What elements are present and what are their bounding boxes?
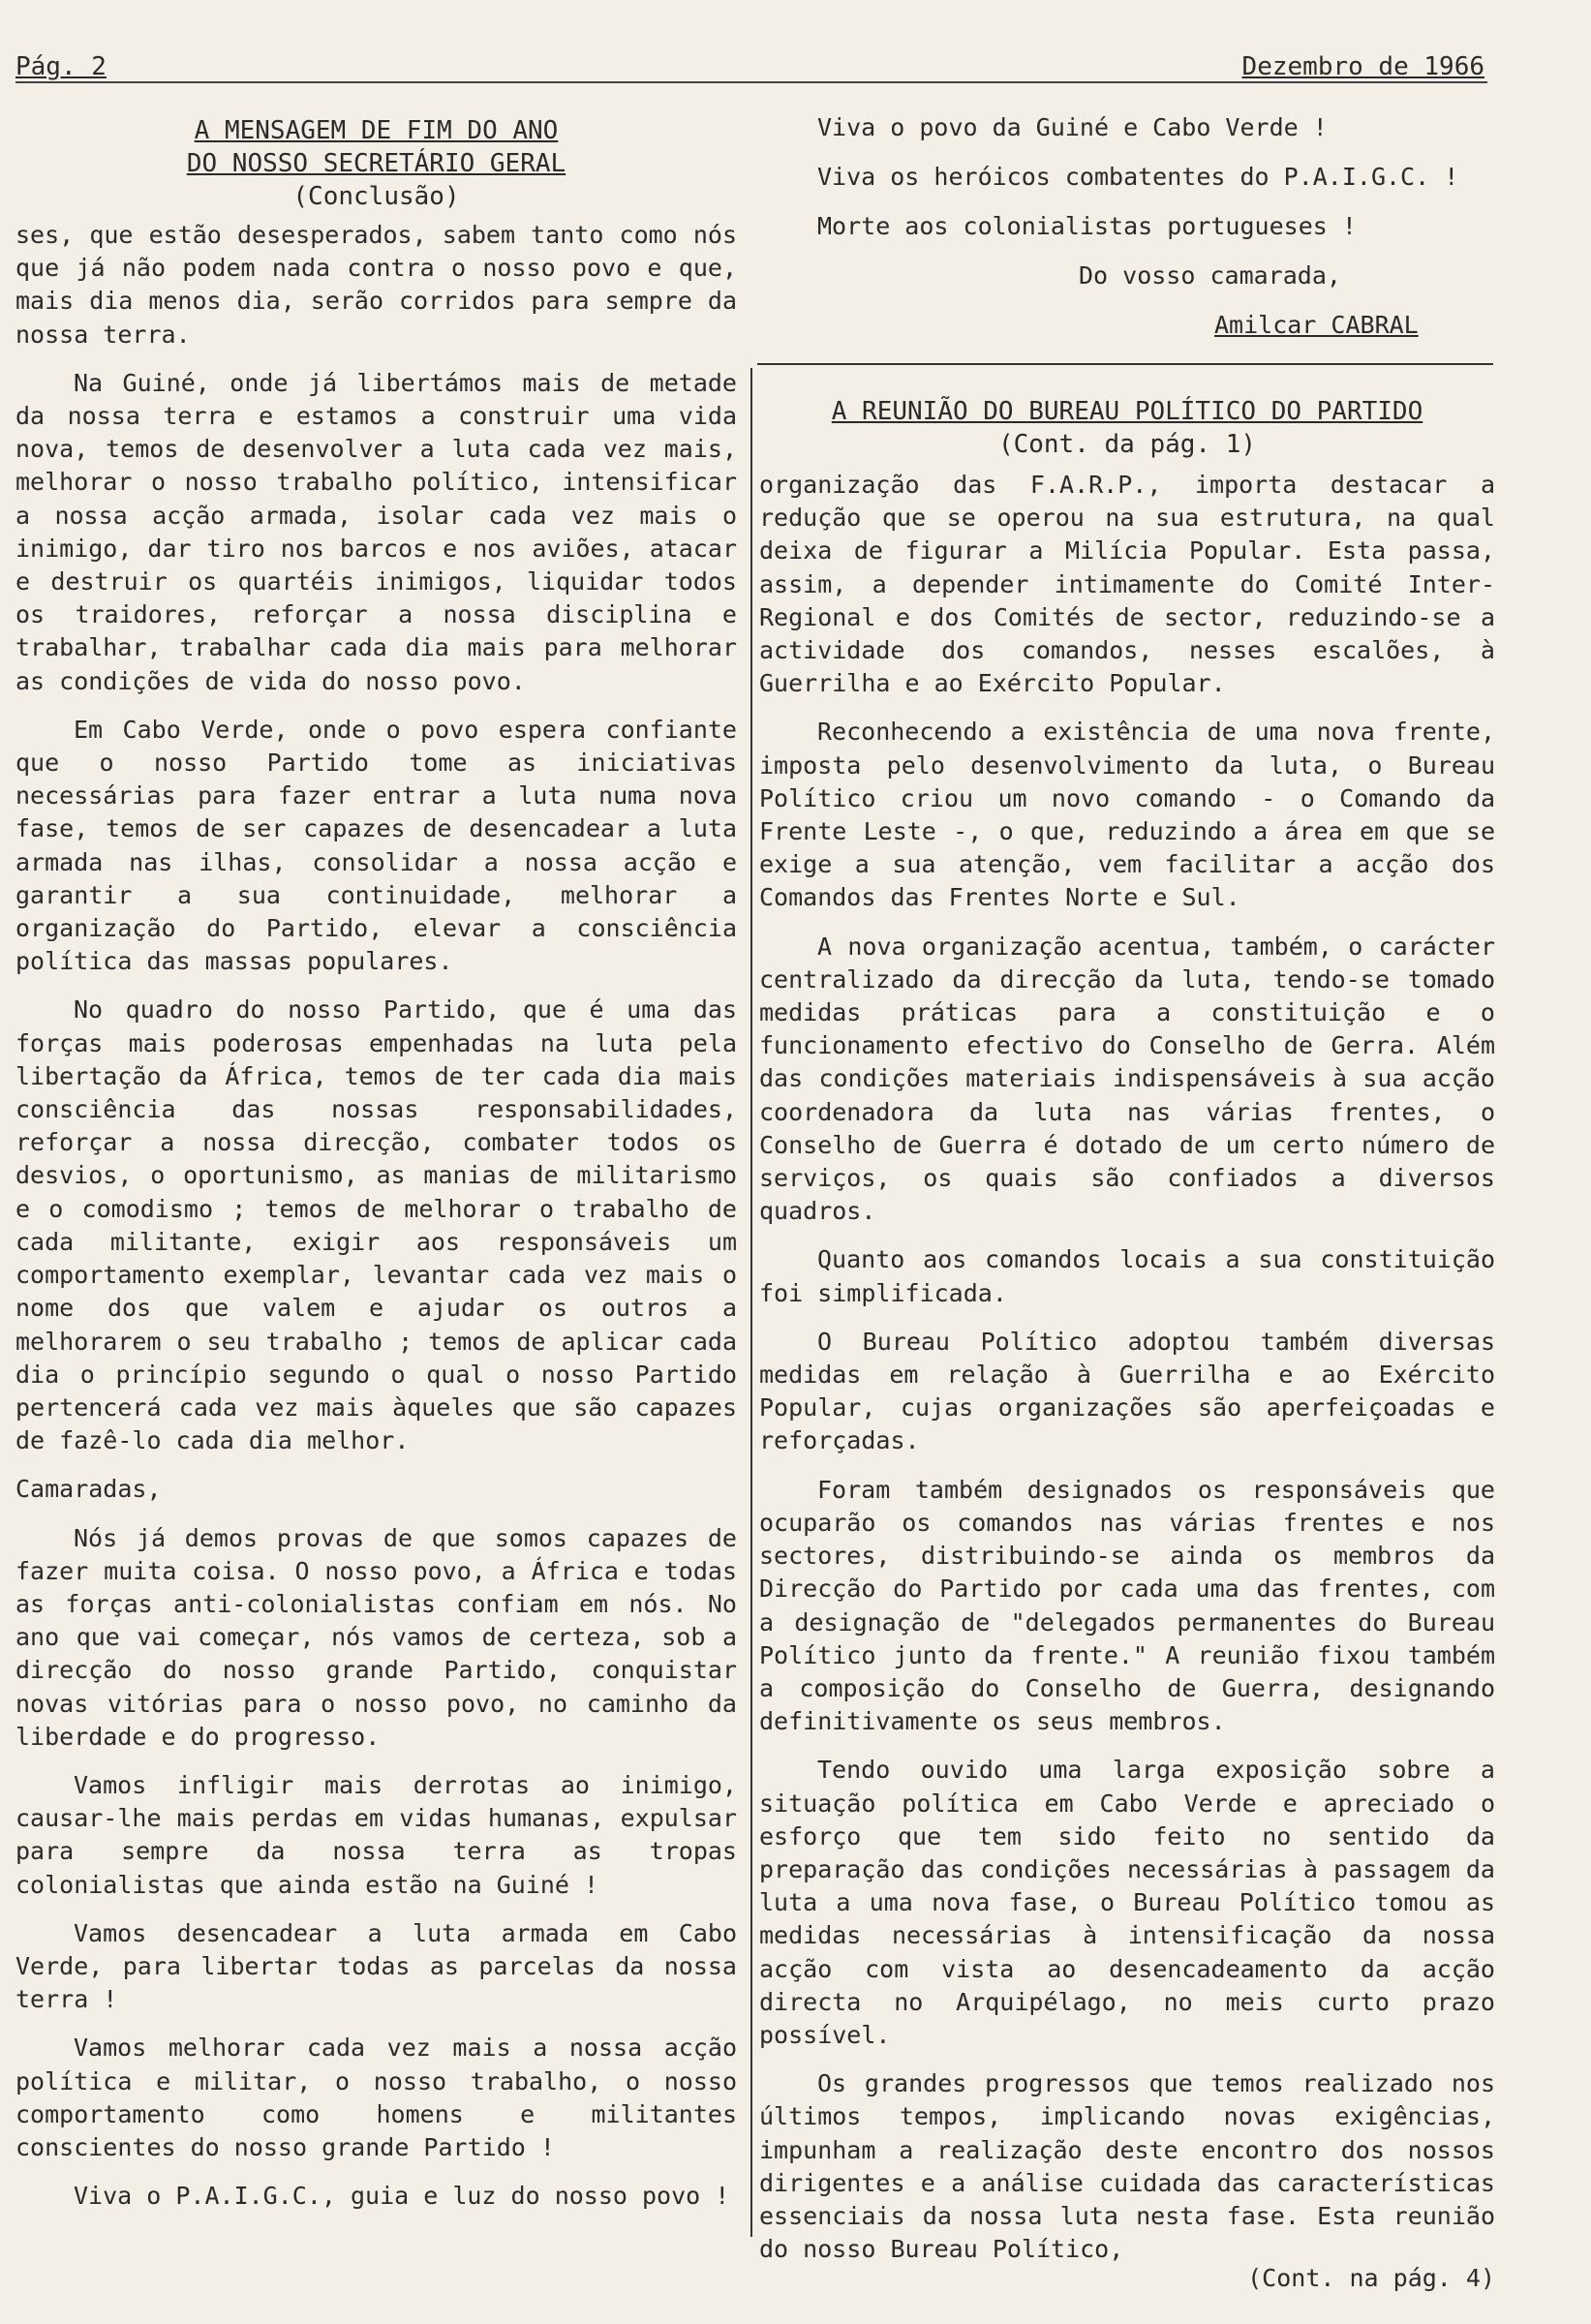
left-paragraph: Em Cabo Verde, onde o povo espera confiante que o nosso Partido tome as iniciativas necessárias para fazer entrar a luta numa nova fase, temos de ser capazes de desencadear a luta armada nas ilhas, consolidar a nossa acção e garantir a sua continuidade, melhorar a organização do Partido, elevar a consciência política das massas populares. xyxy=(15,715,737,976)
left-paragraph: Vamos desencadear a luta armada em Cabo Verde, para libertar todas as parcelas da nossa terra ! xyxy=(15,1918,737,2014)
right-paragraph: organização das F.A.R.P., importa destacar a redução que se operou na sua estrutura, na qual deixa de figurar a Milícia Popular. Esta passa, assim, a depender intimamente do Comité Inter-Regional e dos Comités de sector, reduzindo-se a actividade dos comandos, nesses escalões, à Guerrilha e ao Exército Popular. xyxy=(759,471,1495,698)
right-paragraph: Foram também designados os responsáveis que ocuparão os comandos nas várias frentes e nos sectores, distribuindo-se ainda os membros da Direcção do Partido por cada uma das frentes, com a designação de "delegados permanentes do Bureau Político junto da frente." A reunião fixou também a composição do Conselho de Guerra, designando definitivamente os seus membros. xyxy=(759,1475,1495,1736)
left-title-line-2: DO NOSSO SECRETÁRIO GERAL xyxy=(186,149,566,178)
right-column xyxy=(759,395,1495,2311)
page-number: Pág. 2 xyxy=(15,52,107,81)
signoff-from: Do vosso camarada, xyxy=(1079,261,1341,290)
left-paragraph: ses, que estão desesperados, sabem tanto como nós que já não podem nada contra o nosso povo e que, mais dia menos dia, serão corridos para sempre da nossa terra. xyxy=(15,221,737,349)
left-paragraph: Vamos melhorar cada vez mais a nossa acção política e militar, o nosso trabalho, o nosso comportamento como homens e militantes conscientes do nosso grande Partido ! xyxy=(15,2034,737,2161)
right-article-title xyxy=(759,395,1495,461)
left-paragraph: Vamos infligir mais derrotas ao inimigo, causar-lhe mais perdas em vidas humanas, expulsar para sempre da nossa terra as tropas colonialistas que ainda estão na Guiné ! xyxy=(15,1770,737,1899)
right-paragraph: O Bureau Político adoptou também diversas medidas em relação à Guerrilha e ao Exército Popular, cujas organizações são aperfeiçoadas e reforçadas. xyxy=(759,1327,1495,1455)
right-paragraph: Reconhecendo a existência de uma nova frente, imposta pelo desenvolvimento da luta, o Bureau Político criou um novo comando - o Comando da Frente Leste -, o que, reduzindo a área em que se exige a sua atenção, vem facilitar a acção dos Comandos das Frentes Norte e Sul. xyxy=(759,718,1495,912)
signoff-name: Amilcar CABRAL xyxy=(1214,311,1419,339)
right-paragraph: A nova organização acentua, também, o carácter centralizado da direcção da luta, tendo-se tomado medidas práticas para a constituição e o funcionamento efectivo do Conselho de Gerra. Além das condições materiais indispensáveis à sua acção coordenadora da luta nas várias frentes, o Conselho de Guerra é dotado de um certo número de serviços, os quais são confiados a diversos quadros. xyxy=(759,932,1495,1226)
column-divider xyxy=(750,368,752,2237)
left-paragraph: Viva o P.A.I.G.C., guia e luz do nosso povo ! xyxy=(74,2182,730,2211)
continued-note: (Cont. na pág. 4) xyxy=(1247,2264,1495,2293)
right-title: A REUNIÃO DO BUREAU POLÍTICO DO PARTIDO xyxy=(831,397,1423,426)
right-subtitle: (Cont. da pág. 1) xyxy=(997,430,1257,459)
left-column xyxy=(15,114,737,2228)
right-paragraph: Quanto aos comandos locais a sua constituição foi simplificada. xyxy=(759,1245,1495,1307)
signoff-line: Viva os heróicos combatentes do P.A.I.G.C. ! xyxy=(817,163,1459,191)
left-title-line-1: A MENSAGEM DE FIM DO ANO xyxy=(194,116,559,145)
page-header xyxy=(15,52,1484,81)
signoff-line: Viva o povo da Guiné e Cabo Verde ! xyxy=(817,113,1328,141)
left-subtitle: (Conclusão) xyxy=(292,182,460,211)
message-signoff xyxy=(759,111,1495,358)
left-article-title xyxy=(15,114,737,213)
left-paragraph: Na Guiné, onde já libertámos mais de metade da nossa terra e estamos a construir uma vida nova, temos de desenvolver a luta cada vez mais, melhorar o nosso trabalho político, intensificar a nossa acção armada, isolar cada vez mais o inimigo, dar tiro nos barcos e nos aviões, atacar e destruir os quartéis inimigos, liquidar todos os traidores, reforçar a nossa disciplina e trabalhar, trabalhar cada dia mais para melhorar as condições de vida do nosso povo. xyxy=(15,368,737,695)
left-salutation: Camaradas, xyxy=(15,1475,162,1504)
left-paragraph: No quadro do nosso Partido, que é uma das forças mais poderosas empenhadas na luta pela libertação da África, temos de ter cada dia mais consciência das nossas responsabilidades, reforçar a nossa direcção, combater todos os desvios, o oportunismo, as manias de militarismo e o comodismo ; temos de melhorar o trabalho de cada militante, exigir aos responsáveis um comportamento exemplar, levantar cada vez mais o nome dos que valem e ajudar os outros a melhorarem o seu trabalho ; temos de aplicar cada dia o princípio segundo o qual o nosso Partido pertencerá cada vez mais àqueles que são capazes de fazê-lo cada dia melhor. xyxy=(15,995,737,1455)
issue-date: Dezembro de 1966 xyxy=(1241,52,1484,81)
right-paragraph: Tendo ouvido uma larga exposição sobre a situação política em Cabo Verde e apreciado o esforço que tem sido feito no sentido da preparação das condições necessárias à passagem da luta a uma nova fase, o Bureau Político tomou as medidas necessárias à intensificação da nossa acção com vista ao desencadeamento da acção directa no Arquipélago, no meis curto prazo possível. xyxy=(759,1756,1495,2049)
right-paragraph: Os grandes progressos que temos realizado nos últimos tempos, implicando novas exigências, impunham a realização deste encontro dos nossos dirigentes e a análise cuidada das características essenciais da nossa luta nesta fase. Esta reunião do nosso Bureau Político, xyxy=(759,2069,1495,2264)
header-rule xyxy=(15,81,1487,83)
right-section-rule xyxy=(757,363,1493,365)
signoff-line: Morte aos colonialistas portugueses ! xyxy=(817,212,1357,240)
left-paragraph: Nós já demos provas de que somos capazes de fazer muita coisa. O nosso povo, a África e todas as forças anti-colonialistas confiam em nós. No ano que vai começar, nós vamos de certeza, sob a direcção do nosso grande Partido, conquistar novas vitórias para o nosso povo, no caminho da liberdade e do progresso. xyxy=(15,1523,737,1751)
